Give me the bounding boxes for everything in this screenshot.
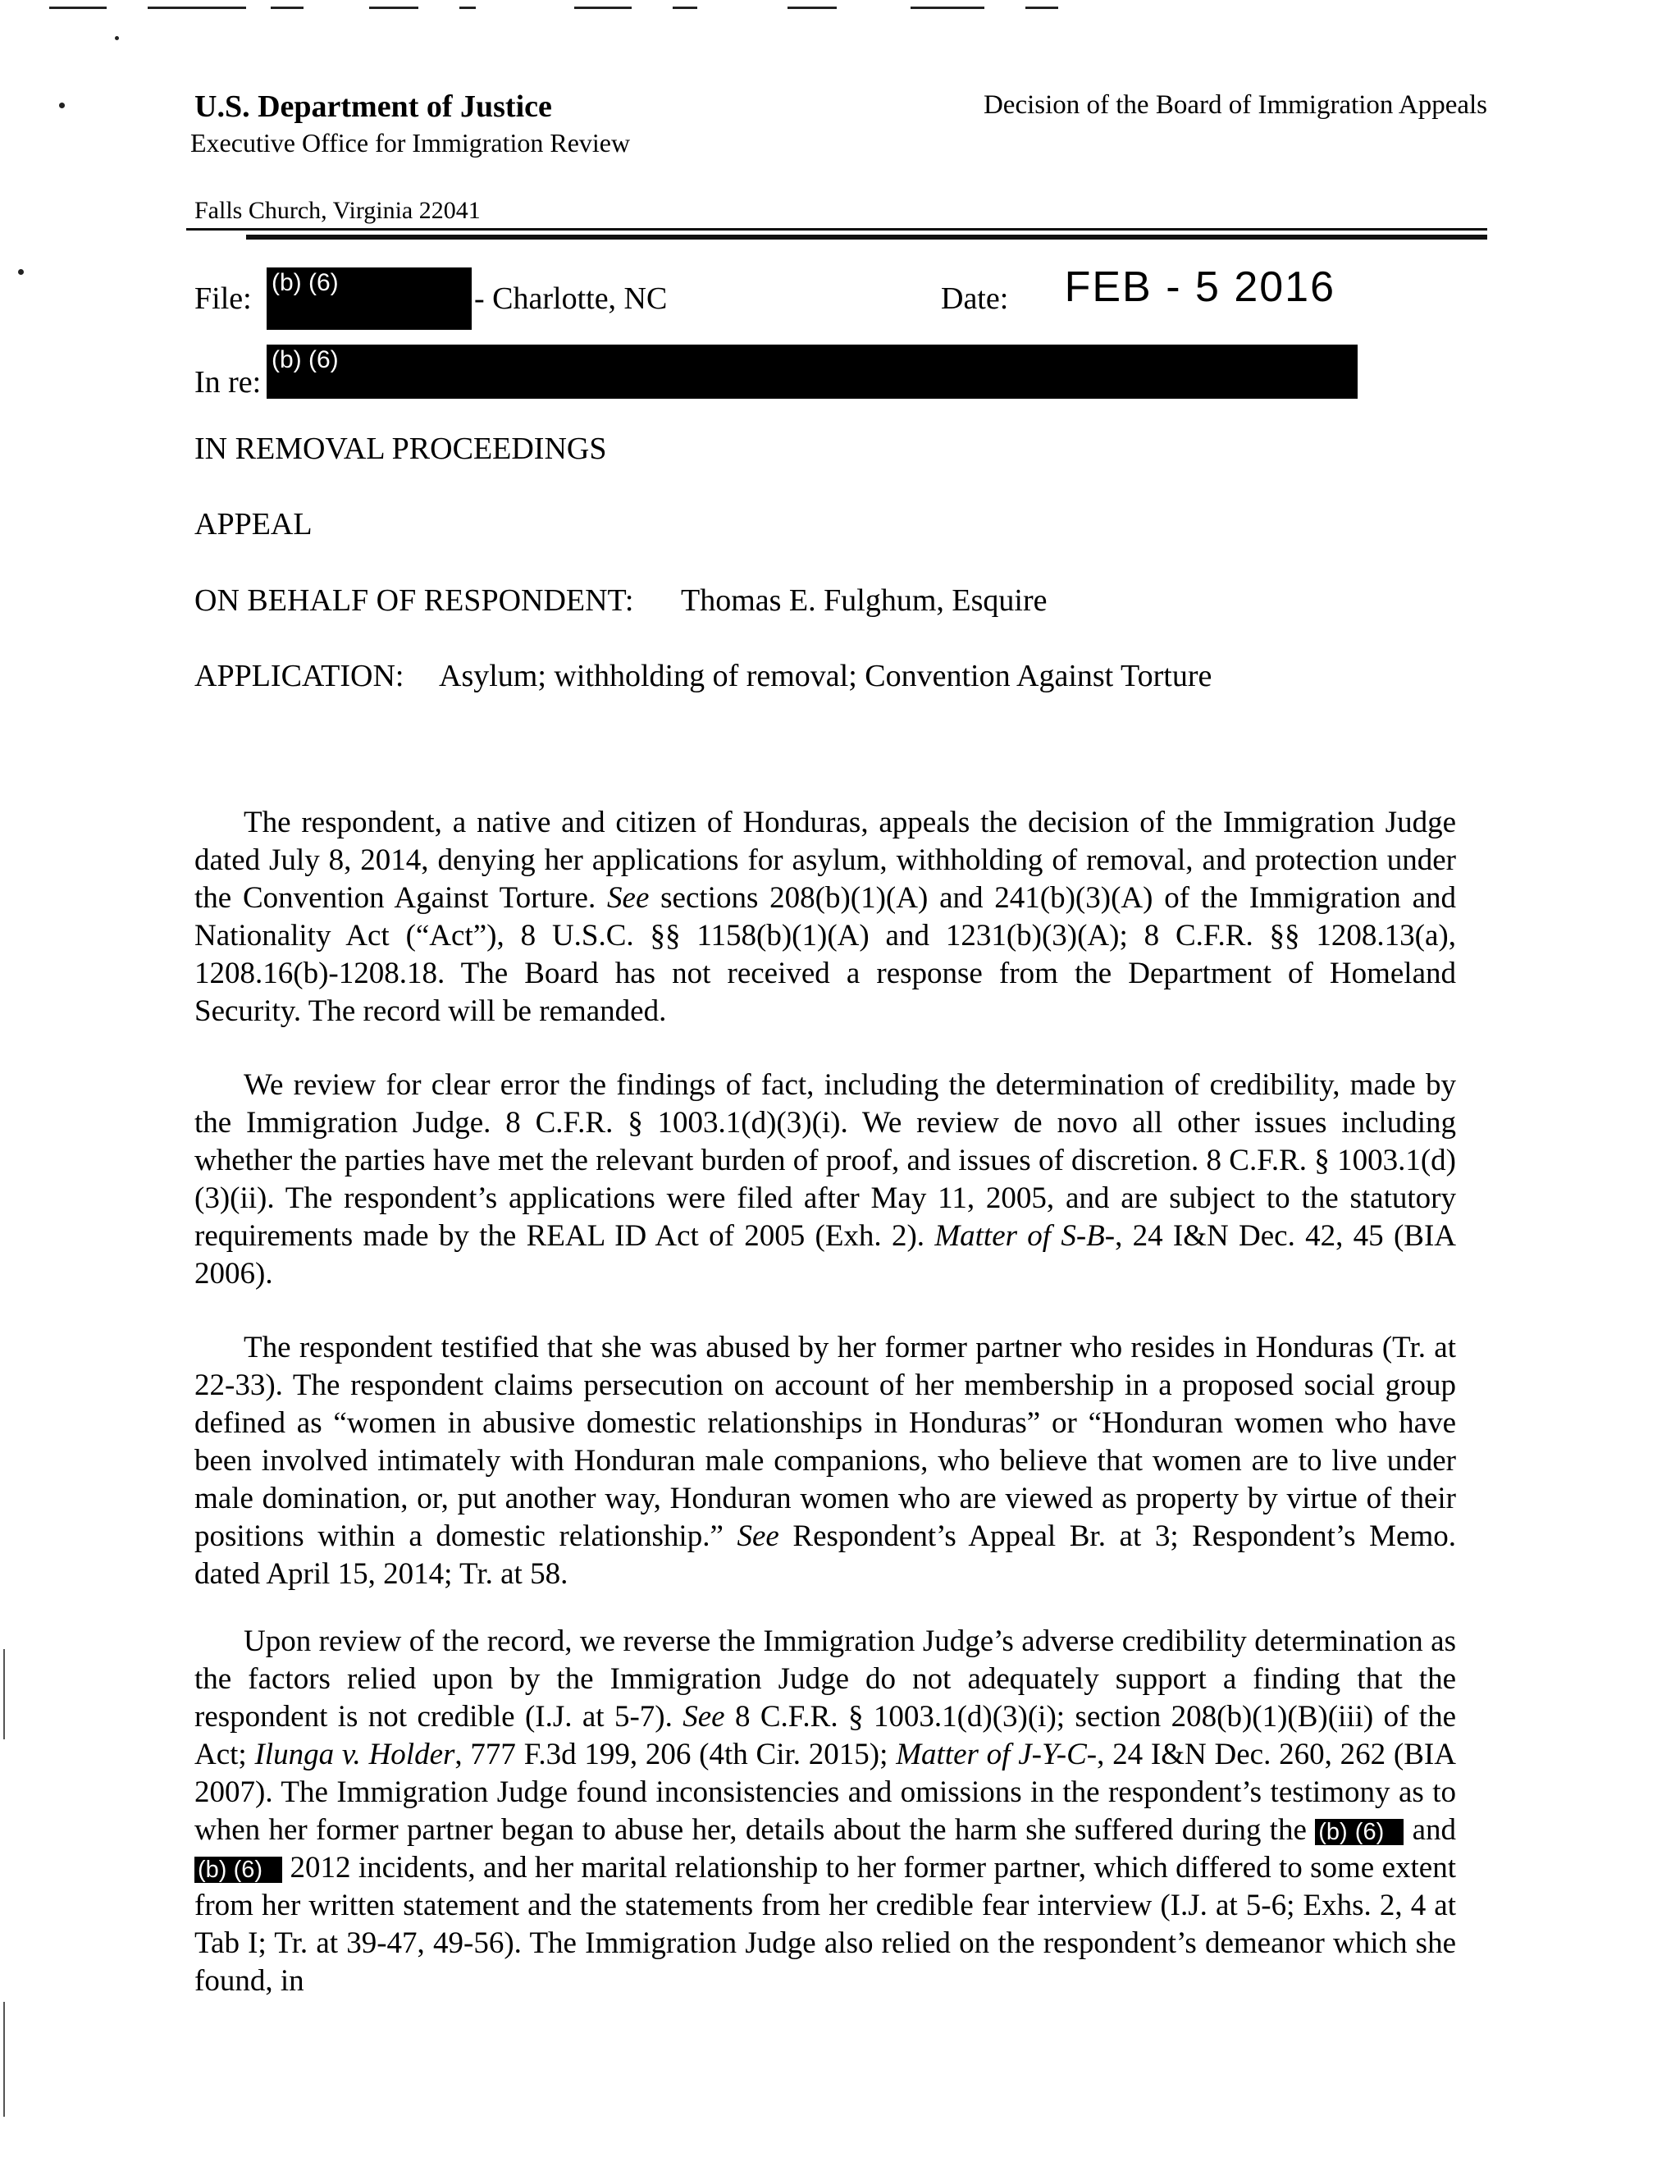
scan-mark <box>673 7 697 9</box>
scan-mark <box>369 7 418 9</box>
counsel-name: Thomas E. Fulghum, Esquire <box>681 583 1048 618</box>
scan-mark <box>271 7 304 9</box>
paragraph-1: The respondent, a native and citizen of Honduras, appeals the decision of the Immigration Judge dated July 8, 2014, denying her applications for asylum, withholding of removal, and protection under the Convention Against Torture. See sections 208(b)(1)(A) and 241(b)(3)(A) of the Immigration and Nationality Act (“Act”), 8 U.S.C. §§ 1158(b)(1)(A) and 1231(b)(3)(A); 8 C.F.R. §§ 1208.13(a), 1208.16(b)-1208.18. The Board has not received a response from the Department of Homeland Security. The record will be remanded. <box>194 806 1456 1028</box>
appeal-heading: APPEAL <box>194 507 313 541</box>
scan-dot <box>115 36 119 40</box>
date-stamp: FEB - 5 2016 <box>1064 263 1335 311</box>
application-value: Asylum; withholding of removal; Convention Against Torture <box>439 659 1212 693</box>
agency-name: U.S. Department of Justice <box>194 89 552 124</box>
incident-date-redaction: (b) (6) <box>194 1857 282 1883</box>
date-label: Date: <box>941 281 1009 316</box>
scan-mark <box>788 7 837 9</box>
decision-heading: Decision of the Board of Immigration Appeals <box>983 90 1487 120</box>
scan-mark <box>911 7 984 9</box>
scan-mark <box>49 7 107 9</box>
file-label: File: <box>194 281 252 316</box>
proceedings-type: IN REMOVAL PROCEEDINGS <box>194 432 607 466</box>
scan-mark <box>574 7 632 9</box>
header-rule-thick <box>246 235 1487 240</box>
incident-date-redaction: (b) (6) <box>1315 1819 1404 1845</box>
paragraph-2: We review for clear error the findings of fact, including the determination of credibility, made by the Immigration Judge. 8 C.F.R. § 1003.1(d)(3)(i). We review de novo all other issues including whether the parties have met the relevant burden of proof, and issues of discretion. 8 C.F.R. § 1003.1(d)(3)(ii). The respondent’s applications were filed after May 11, 2005, and are subject to the statutory requirements made by the REAL ID Act of 2005 (Exh. 2). Matter of S-B-, 24 I&N Dec. 42, 45 (BIA 2006). <box>194 1068 1456 1291</box>
header-rule <box>186 228 1487 231</box>
scan-mark <box>1025 7 1058 9</box>
behalf-label: ON BEHALF OF RESPONDENT: <box>194 583 634 618</box>
scan-dot <box>59 103 65 108</box>
file-number-redaction: (b) (6) <box>267 267 472 330</box>
inre-label: In re: <box>194 365 262 400</box>
paragraph-4: Upon review of the record, we reverse the Immigration Judge’s adverse credibility determination as the factors relied upon by the Immigration Judge do not adequately support a finding that the respondent is not credible (I.J. at 5-7). See 8 C.F.R. § 1003.1(d)(3)(i); section 208(b)(1)(B)(iii) of the Act; Ilunga v. Holder, 777 F.3d 199, 206 (4th Cir. 2015); Matter of J-Y-C-, 24 I&N Dec. 260, 262 (BIA 2007). The Immigration Judge found inconsistencies and omissions in the respondent’s testimony as to when her former partner began to abuse her, details about the harm she suffered during the (b) (6) and (b) (6) 2012 incidents, and her marital relationship to her former partner, which differed to some extent from her written statement and the statements from her credible fear interview (I.J. at 5-6; Exhs. 2, 4 at Tab I; Tr. at 39-47, 49-56). The Immigration Judge also relied on the respondent’s demeanor which she found, in <box>194 1624 1456 1998</box>
scan-mark <box>148 7 246 9</box>
office-name: Executive Office for Immigration Review <box>190 128 631 158</box>
respondent-name-redaction: (b) (6) <box>267 345 1358 399</box>
scan-dot <box>18 269 24 275</box>
scan-mark <box>459 7 476 9</box>
file-location: - Charlotte, NC <box>474 281 668 316</box>
paragraph-3: The respondent testified that she was abused by her former partner who resides in Honduras (Tr. at 22-33). The respondent claims persecution on account of her membership in a proposed social group defined as “women in abusive domestic relationships in Honduras” or “Honduran women who have been involved intimately with Honduran male companions, who believe that women are to live under male domination, or, put another way, Honduran women who are viewed as property by virtue of their positions within a domestic relationship.” See Respondent’s Appeal Br. at 3; Respondent’s Memo. dated April 15, 2014; Tr. at 58. <box>194 1331 1456 1591</box>
scan-edge-line <box>3 1649 5 1739</box>
scan-edge-line <box>3 2002 5 2117</box>
office-location: Falls Church, Virginia 22041 <box>194 197 481 224</box>
application-label: APPLICATION: <box>194 659 404 693</box>
